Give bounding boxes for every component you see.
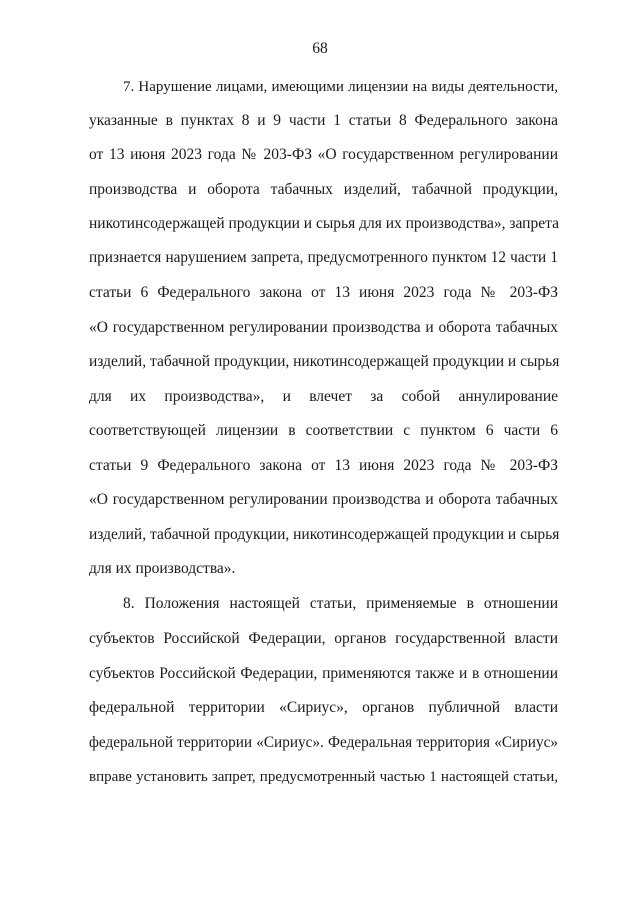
- page-number: 68: [312, 40, 328, 57]
- paragraph-7-line-14: изделий, табачной продукции, никотинсодержащей продукции и сырья: [89, 526, 560, 543]
- paragraph-8-line-6: вправе установить запрет, предусмотренный частью 1 настоящей статьи,: [89, 769, 558, 785]
- paragraph-7-line-9: изделий, табачной продукции, никотинсодержащей продукции и сырья: [89, 353, 560, 370]
- paragraph-8-line-4: федеральной территории «Сириус», органов публичной власти: [89, 699, 558, 716]
- paragraph-7-line-1: 7. Нарушение лицами, имеющими лицензии на виды деятельности,: [123, 79, 558, 95]
- paragraph-7-line-7: статьи 6 Федерального закона от 13 июня 2023 года № 203-ФЗ: [89, 284, 558, 301]
- paragraph-8-line-2: субъектов Российской Федерации, органов государственной власти: [89, 630, 558, 647]
- paragraph-7-line-8: «О государственном регулировании производства и оборота табачных: [89, 319, 558, 336]
- paragraph-8-line-3: субъектов Российской Федерации, применяются также и в отношении: [89, 665, 558, 682]
- paragraph-8-line-1: 8. Положения настоящей статьи, применяемые в отношении: [123, 595, 558, 612]
- paragraph-8-line-5: федеральной территории «Сириус». Федеральная территория «Сириус»: [89, 734, 558, 751]
- paragraph-7-line-15: для их производства».: [89, 560, 236, 577]
- paragraph-7-line-5: никотинсодержащей продукции и сырья для их производства», запрета: [89, 215, 559, 232]
- paragraph-7-line-3: от 13 июня 2023 года № 203-ФЗ «О государственном регулировании: [89, 146, 558, 163]
- paragraph-7-line-12: статьи 9 Федерального закона от 13 июня 2023 года № 203-ФЗ: [89, 457, 558, 474]
- paragraph-7-line-2: указанные в пунктах 8 и 9 части 1 статьи 8 Федерального закона: [89, 112, 558, 129]
- paragraph-7-line-6: признается нарушением запрета, предусмотренного пунктом 12 части 1: [89, 249, 558, 266]
- paragraph-7-line-11: соответствующей лицензии в соответствии с пунктом 6 части 6: [89, 422, 558, 439]
- paragraph-7-line-10: для их производства», и влечет за собой аннулирование: [89, 388, 558, 405]
- paragraph-7-line-13: «О государственном регулировании производства и оборота табачных: [89, 491, 558, 508]
- paragraph-7-line-4: производства и оборота табачных изделий, табачной продукции,: [89, 181, 558, 198]
